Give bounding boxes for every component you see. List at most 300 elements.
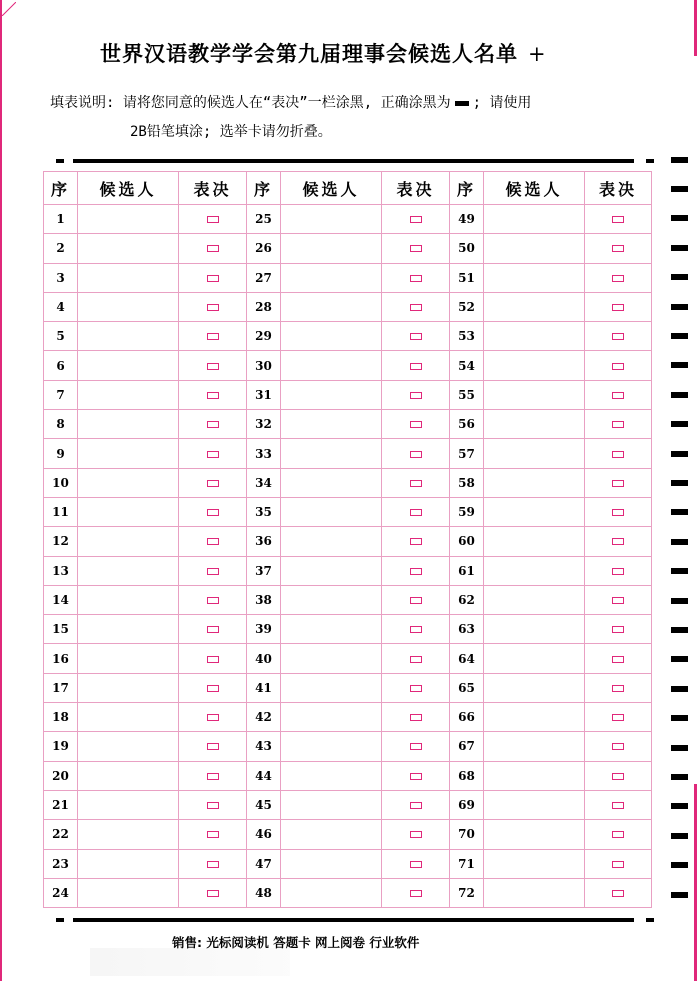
vote-box-icon[interactable] bbox=[612, 831, 624, 838]
vote-box-icon[interactable] bbox=[612, 714, 624, 721]
vote-box-icon[interactable] bbox=[612, 802, 624, 809]
vote-cell[interactable] bbox=[179, 673, 247, 702]
vote-box-icon[interactable] bbox=[410, 802, 422, 809]
seq-cell: 7 bbox=[44, 380, 78, 409]
seq-cell: 14 bbox=[44, 585, 78, 614]
candidate-cell bbox=[281, 292, 382, 321]
vote-box-icon[interactable] bbox=[612, 743, 624, 750]
table-row bbox=[44, 615, 652, 644]
candidate-cell bbox=[78, 468, 179, 497]
vote-box-icon[interactable] bbox=[410, 831, 422, 838]
candidate-cell bbox=[281, 497, 382, 526]
vote-box-icon[interactable] bbox=[207, 216, 219, 223]
seq-cell: 50 bbox=[450, 234, 484, 263]
vote-cell[interactable] bbox=[179, 820, 247, 849]
vote-cell[interactable] bbox=[382, 468, 450, 497]
vote-cell[interactable] bbox=[179, 644, 247, 673]
vote-cell[interactable] bbox=[179, 468, 247, 497]
seq-cell: 40 bbox=[247, 644, 281, 673]
seq-cell: 58 bbox=[450, 468, 484, 497]
faded-logo bbox=[90, 948, 290, 976]
seq-cell: 4 bbox=[44, 292, 78, 321]
vote-box-icon[interactable] bbox=[207, 480, 219, 487]
vote-cell[interactable] bbox=[585, 234, 652, 263]
header-candidate: 候选人 bbox=[281, 172, 382, 205]
seq-cell: 35 bbox=[247, 497, 281, 526]
candidate-cell bbox=[484, 322, 585, 351]
vote-box-icon[interactable] bbox=[410, 597, 422, 604]
vote-cell[interactable] bbox=[585, 380, 652, 409]
vote-box-icon[interactable] bbox=[612, 656, 624, 663]
timing-mark bbox=[671, 686, 688, 692]
candidate-cell bbox=[484, 790, 585, 819]
vote-box-icon[interactable] bbox=[612, 333, 624, 340]
vote-cell[interactable] bbox=[179, 790, 247, 819]
vote-cell[interactable] bbox=[585, 849, 652, 878]
candidate-cell bbox=[484, 556, 585, 585]
vote-box-icon[interactable] bbox=[612, 626, 624, 633]
seq-cell: 2 bbox=[44, 234, 78, 263]
candidate-cell bbox=[281, 878, 382, 907]
table-row bbox=[44, 878, 652, 907]
seq-cell: 32 bbox=[247, 410, 281, 439]
table-row bbox=[44, 410, 652, 439]
vote-box-icon[interactable] bbox=[207, 861, 219, 868]
table-row bbox=[44, 585, 652, 614]
candidate-cell bbox=[281, 673, 382, 702]
vote-box-icon[interactable] bbox=[410, 890, 422, 897]
vote-cell[interactable] bbox=[585, 615, 652, 644]
page-title bbox=[100, 38, 640, 68]
top-timing-line bbox=[73, 159, 634, 163]
candidate-cell bbox=[78, 322, 179, 351]
vote-box-icon[interactable] bbox=[612, 363, 624, 370]
vote-cell[interactable] bbox=[585, 410, 652, 439]
vote-box-icon[interactable] bbox=[410, 685, 422, 692]
vote-box-icon[interactable] bbox=[410, 861, 422, 868]
seq-cell: 1 bbox=[44, 205, 78, 234]
vote-cell[interactable] bbox=[382, 292, 450, 321]
vote-cell[interactable] bbox=[179, 761, 247, 790]
seq-cell: 28 bbox=[247, 292, 281, 321]
vote-box-icon[interactable] bbox=[207, 245, 219, 252]
seq-cell: 54 bbox=[450, 351, 484, 380]
vote-box-icon[interactable] bbox=[207, 802, 219, 809]
vote-cell[interactable] bbox=[585, 878, 652, 907]
vote-box-icon[interactable] bbox=[207, 890, 219, 897]
seq-cell: 45 bbox=[247, 790, 281, 819]
vote-box-icon[interactable] bbox=[410, 626, 422, 633]
vote-cell[interactable] bbox=[382, 703, 450, 732]
vote-box-icon[interactable] bbox=[410, 421, 422, 428]
seq-cell: 69 bbox=[450, 790, 484, 819]
vote-box-icon[interactable] bbox=[410, 216, 422, 223]
seq-cell: 71 bbox=[450, 849, 484, 878]
vote-cell[interactable] bbox=[382, 556, 450, 585]
right-edge-segment-top bbox=[694, 0, 697, 56]
candidate-cell bbox=[281, 790, 382, 819]
vote-cell[interactable] bbox=[585, 820, 652, 849]
timing-mark bbox=[671, 215, 688, 221]
vote-box-icon[interactable] bbox=[410, 773, 422, 780]
seq-cell: 31 bbox=[247, 380, 281, 409]
timing-mark bbox=[671, 862, 688, 868]
vote-box-icon[interactable] bbox=[207, 626, 219, 633]
vote-cell[interactable] bbox=[382, 410, 450, 439]
vote-cell[interactable] bbox=[585, 585, 652, 614]
seq-cell: 47 bbox=[247, 849, 281, 878]
candidate-cell bbox=[484, 497, 585, 526]
vote-cell[interactable] bbox=[382, 820, 450, 849]
vote-cell[interactable] bbox=[179, 234, 247, 263]
table-row bbox=[44, 234, 652, 263]
seq-cell: 62 bbox=[450, 585, 484, 614]
candidate-cell bbox=[281, 351, 382, 380]
timing-mark bbox=[671, 509, 688, 515]
seq-cell: 26 bbox=[247, 234, 281, 263]
vote-box-icon[interactable] bbox=[207, 363, 219, 370]
vote-cell[interactable] bbox=[382, 380, 450, 409]
vote-box-icon[interactable] bbox=[207, 421, 219, 428]
vote-cell[interactable] bbox=[179, 878, 247, 907]
table-row bbox=[44, 497, 652, 526]
vote-cell[interactable] bbox=[585, 322, 652, 351]
vote-box-icon[interactable] bbox=[612, 421, 624, 428]
vote-box-icon[interactable] bbox=[612, 509, 624, 516]
seq-cell: 49 bbox=[450, 205, 484, 234]
candidate-cell bbox=[78, 585, 179, 614]
seq-cell: 29 bbox=[247, 322, 281, 351]
timing-mark bbox=[671, 186, 688, 192]
seq-cell: 38 bbox=[247, 585, 281, 614]
seq-cell: 68 bbox=[450, 761, 484, 790]
instruction-text-1a: 填表说明: 请将您同意的候选人在“表决”一栏涂黑, 正确涂黑为 bbox=[50, 95, 451, 111]
candidate-cell bbox=[78, 673, 179, 702]
vote-box-icon[interactable] bbox=[410, 333, 422, 340]
vote-cell[interactable] bbox=[382, 644, 450, 673]
vote-cell[interactable] bbox=[179, 439, 247, 468]
candidate-cell bbox=[281, 761, 382, 790]
table-row bbox=[44, 673, 652, 702]
vote-cell[interactable] bbox=[179, 205, 247, 234]
seq-cell: 30 bbox=[247, 351, 281, 380]
seq-cell: 43 bbox=[247, 732, 281, 761]
table-row bbox=[44, 820, 652, 849]
seq-cell: 53 bbox=[450, 322, 484, 351]
vote-box-icon[interactable] bbox=[207, 685, 219, 692]
vote-box-icon[interactable] bbox=[207, 773, 219, 780]
header-candidate: 候选人 bbox=[78, 172, 179, 205]
vote-cell[interactable] bbox=[179, 263, 247, 292]
vote-cell[interactable] bbox=[382, 527, 450, 556]
candidate-cell bbox=[78, 439, 179, 468]
header-candidate: 候选人 bbox=[484, 172, 585, 205]
vote-cell[interactable] bbox=[585, 292, 652, 321]
timing-mark bbox=[671, 627, 688, 633]
vote-box-icon[interactable] bbox=[410, 656, 422, 663]
vote-cell[interactable] bbox=[585, 761, 652, 790]
vote-cell[interactable] bbox=[585, 497, 652, 526]
vote-cell[interactable] bbox=[382, 673, 450, 702]
vote-box-icon[interactable] bbox=[410, 568, 422, 575]
candidate-cell bbox=[78, 732, 179, 761]
seq-cell: 6 bbox=[44, 351, 78, 380]
candidate-cell bbox=[484, 292, 585, 321]
vote-cell[interactable] bbox=[382, 878, 450, 907]
seq-cell: 22 bbox=[44, 820, 78, 849]
vote-box-icon[interactable] bbox=[410, 304, 422, 311]
seq-cell: 27 bbox=[247, 263, 281, 292]
vote-cell[interactable] bbox=[382, 732, 450, 761]
vote-cell[interactable] bbox=[382, 790, 450, 819]
candidate-cell bbox=[484, 351, 585, 380]
candidate-cell bbox=[281, 703, 382, 732]
seq-cell: 15 bbox=[44, 615, 78, 644]
right-edge-segment-bottom bbox=[694, 784, 697, 981]
vote-box-icon[interactable] bbox=[612, 597, 624, 604]
candidate-cell bbox=[78, 761, 179, 790]
vote-cell[interactable] bbox=[179, 410, 247, 439]
candidate-cell bbox=[281, 322, 382, 351]
vote-cell[interactable] bbox=[585, 439, 652, 468]
vote-box-icon[interactable] bbox=[612, 685, 624, 692]
timing-mark bbox=[671, 656, 688, 662]
vote-box-icon[interactable] bbox=[612, 538, 624, 545]
seq-cell: 51 bbox=[450, 263, 484, 292]
vote-cell[interactable] bbox=[179, 615, 247, 644]
vote-box-icon[interactable] bbox=[410, 451, 422, 458]
vote-cell[interactable] bbox=[585, 732, 652, 761]
seq-cell: 23 bbox=[44, 849, 78, 878]
vote-box-icon[interactable] bbox=[207, 333, 219, 340]
vote-cell[interactable] bbox=[179, 292, 247, 321]
seq-cell: 44 bbox=[247, 761, 281, 790]
vote-cell[interactable] bbox=[179, 322, 247, 351]
vote-box-icon[interactable] bbox=[207, 597, 219, 604]
candidate-cell bbox=[78, 205, 179, 234]
vote-box-icon[interactable] bbox=[612, 861, 624, 868]
candidate-cell bbox=[484, 644, 585, 673]
vote-box-icon[interactable] bbox=[207, 392, 219, 399]
vote-cell[interactable] bbox=[382, 585, 450, 614]
seq-cell: 59 bbox=[450, 497, 484, 526]
vote-box-icon[interactable] bbox=[612, 773, 624, 780]
vote-box-icon[interactable] bbox=[207, 831, 219, 838]
candidate-cell bbox=[484, 527, 585, 556]
candidate-cell bbox=[78, 380, 179, 409]
vote-cell[interactable] bbox=[179, 497, 247, 526]
candidate-cell bbox=[281, 205, 382, 234]
timing-mark bbox=[671, 245, 688, 251]
vote-cell[interactable] bbox=[382, 205, 450, 234]
candidate-cell bbox=[484, 761, 585, 790]
vote-box-icon[interactable] bbox=[207, 304, 219, 311]
vote-box-icon[interactable] bbox=[207, 275, 219, 282]
candidate-cell bbox=[78, 849, 179, 878]
vote-box-icon[interactable] bbox=[410, 392, 422, 399]
vote-cell[interactable] bbox=[179, 732, 247, 761]
vote-cell[interactable] bbox=[585, 351, 652, 380]
timing-mark bbox=[671, 304, 688, 310]
seq-cell: 16 bbox=[44, 644, 78, 673]
vote-cell[interactable] bbox=[585, 556, 652, 585]
candidate-cell bbox=[78, 644, 179, 673]
vote-box-icon[interactable] bbox=[207, 538, 219, 545]
ballot-table bbox=[43, 171, 652, 908]
vote-cell[interactable] bbox=[382, 351, 450, 380]
table-row bbox=[44, 351, 652, 380]
seq-cell: 3 bbox=[44, 263, 78, 292]
candidate-cell bbox=[484, 849, 585, 878]
vote-box-icon[interactable] bbox=[410, 509, 422, 516]
seq-cell: 39 bbox=[247, 615, 281, 644]
vote-box-icon[interactable] bbox=[612, 275, 624, 282]
vote-box-icon[interactable] bbox=[612, 216, 624, 223]
candidate-cell bbox=[484, 234, 585, 263]
vote-box-icon[interactable] bbox=[410, 480, 422, 487]
vote-box-icon[interactable] bbox=[410, 743, 422, 750]
candidate-cell bbox=[78, 703, 179, 732]
vote-cell[interactable] bbox=[382, 761, 450, 790]
vote-cell[interactable] bbox=[585, 205, 652, 234]
title-text: 世界汉语教学学会第九届理事会候选人名单 bbox=[100, 41, 518, 66]
seq-cell: 66 bbox=[450, 703, 484, 732]
vote-box-icon[interactable] bbox=[207, 451, 219, 458]
page-left-border bbox=[0, 0, 2, 981]
bottom-timing-dash-right bbox=[646, 918, 654, 922]
vote-cell[interactable] bbox=[585, 263, 652, 292]
vote-cell[interactable] bbox=[179, 703, 247, 732]
vote-cell[interactable] bbox=[382, 497, 450, 526]
vote-cell[interactable] bbox=[179, 380, 247, 409]
vote-box-icon[interactable] bbox=[612, 392, 624, 399]
vote-box-icon[interactable] bbox=[207, 714, 219, 721]
seq-cell: 24 bbox=[44, 878, 78, 907]
vote-box-icon[interactable] bbox=[410, 538, 422, 545]
header-vote: 表决 bbox=[382, 172, 450, 205]
vote-box-icon[interactable] bbox=[612, 451, 624, 458]
table-row bbox=[44, 556, 652, 585]
candidate-cell bbox=[281, 410, 382, 439]
timing-mark bbox=[671, 539, 688, 545]
vote-box-icon[interactable] bbox=[207, 509, 219, 516]
bottom-timing-line bbox=[73, 918, 634, 922]
candidate-cell bbox=[78, 878, 179, 907]
timing-mark bbox=[671, 745, 688, 751]
candidate-cell bbox=[484, 703, 585, 732]
vote-box-icon[interactable] bbox=[410, 275, 422, 282]
vote-cell[interactable] bbox=[179, 556, 247, 585]
vote-cell[interactable] bbox=[585, 673, 652, 702]
candidate-cell bbox=[281, 820, 382, 849]
table-row bbox=[44, 380, 652, 409]
vote-cell[interactable] bbox=[585, 527, 652, 556]
vote-box-icon[interactable] bbox=[207, 568, 219, 575]
header-vote: 表决 bbox=[585, 172, 652, 205]
top-timing-dash-right bbox=[646, 159, 654, 163]
seq-cell: 12 bbox=[44, 527, 78, 556]
vote-box-icon[interactable] bbox=[410, 363, 422, 370]
candidate-cell bbox=[484, 820, 585, 849]
vote-box-icon[interactable] bbox=[612, 890, 624, 897]
vote-box-icon[interactable] bbox=[612, 568, 624, 575]
vote-cell[interactable] bbox=[179, 849, 247, 878]
timing-mark bbox=[671, 333, 688, 339]
vote-cell[interactable] bbox=[179, 527, 247, 556]
table-row bbox=[44, 703, 652, 732]
vote-cell[interactable] bbox=[585, 790, 652, 819]
timing-mark bbox=[671, 480, 688, 486]
candidate-cell bbox=[281, 644, 382, 673]
vote-cell[interactable] bbox=[382, 234, 450, 263]
candidate-cell bbox=[78, 820, 179, 849]
vote-cell[interactable] bbox=[179, 585, 247, 614]
table-row bbox=[44, 644, 652, 673]
vote-cell[interactable] bbox=[585, 468, 652, 497]
candidate-cell bbox=[281, 468, 382, 497]
seq-cell: 13 bbox=[44, 556, 78, 585]
vote-cell[interactable] bbox=[382, 322, 450, 351]
seq-cell: 42 bbox=[247, 703, 281, 732]
vote-box-icon[interactable] bbox=[207, 656, 219, 663]
header-vote: 表决 bbox=[179, 172, 247, 205]
timing-mark bbox=[671, 274, 688, 280]
table-row bbox=[44, 263, 652, 292]
instruction-line-2: 2B铅笔填涂; 选举卡请勿折叠。 bbox=[130, 124, 332, 140]
vote-box-icon[interactable] bbox=[612, 480, 624, 487]
candidate-cell bbox=[78, 556, 179, 585]
seq-cell: 70 bbox=[450, 820, 484, 849]
seq-cell: 48 bbox=[247, 878, 281, 907]
candidate-cell bbox=[484, 468, 585, 497]
header-seq: 序 bbox=[450, 172, 484, 205]
vote-box-icon[interactable] bbox=[207, 743, 219, 750]
header-seq: 序 bbox=[247, 172, 281, 205]
filled-mark-icon bbox=[455, 101, 469, 106]
table-row bbox=[44, 732, 652, 761]
candidate-cell bbox=[281, 585, 382, 614]
candidate-cell bbox=[281, 263, 382, 292]
seq-cell: 19 bbox=[44, 732, 78, 761]
vote-cell[interactable] bbox=[382, 439, 450, 468]
candidate-cell bbox=[484, 263, 585, 292]
seq-cell: 33 bbox=[247, 439, 281, 468]
timing-mark bbox=[671, 833, 688, 839]
vote-box-icon[interactable] bbox=[612, 245, 624, 252]
vote-cell[interactable] bbox=[382, 849, 450, 878]
candidate-cell bbox=[281, 439, 382, 468]
vote-cell[interactable] bbox=[585, 644, 652, 673]
vote-cell[interactable] bbox=[179, 351, 247, 380]
instruction-line-1 bbox=[50, 92, 531, 112]
table-header-row bbox=[44, 172, 652, 205]
vote-cell[interactable] bbox=[382, 263, 450, 292]
vote-cell[interactable] bbox=[585, 703, 652, 732]
table-row bbox=[44, 292, 652, 321]
candidate-cell bbox=[484, 410, 585, 439]
vote-box-icon[interactable] bbox=[410, 714, 422, 721]
candidate-cell bbox=[78, 292, 179, 321]
seq-cell: 21 bbox=[44, 790, 78, 819]
seq-cell: 67 bbox=[450, 732, 484, 761]
vote-box-icon[interactable] bbox=[410, 245, 422, 252]
vote-box-icon[interactable] bbox=[612, 304, 624, 311]
candidate-cell bbox=[78, 410, 179, 439]
vote-cell[interactable] bbox=[382, 615, 450, 644]
footer-text: 销售: 光标阅读机 答题卡 网上阅卷 行业软件 bbox=[172, 935, 420, 950]
seq-cell: 46 bbox=[247, 820, 281, 849]
table-row bbox=[44, 790, 652, 819]
